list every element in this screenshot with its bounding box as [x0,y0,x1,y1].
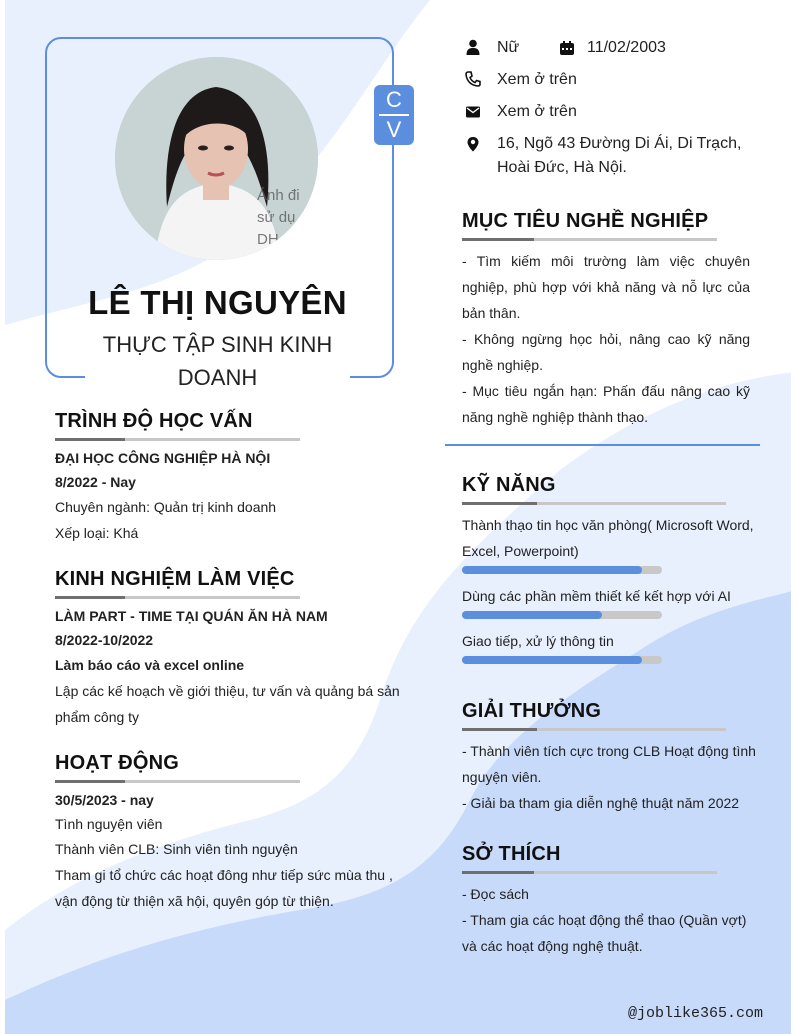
objective-item: - Tìm kiếm môi trường làm việc chuyên nghiệp, phù hợp với khả năng và nỗ lực của bản thân. [462,253,750,321]
cv-badge [374,85,414,145]
awards-rule [462,728,726,731]
education-title: TRÌNH ĐỘ HỌC VẤN [55,410,253,432]
activities-rule [55,780,300,783]
education-school: ĐẠI HỌC CÔNG NGHIỆP HÀ NỘI [55,450,271,466]
activities-title: HOẠT ĐỘNG [55,752,180,774]
skills-title: KỸ NĂNG [462,474,556,496]
location-pin-icon [465,136,481,152]
skill-bar [462,656,662,664]
experience-section [55,604,400,730]
education-period: 8/2022 - Nay [55,474,136,490]
skills-rule [462,502,726,505]
dob-value: 11/02/2003 [587,39,666,56]
experience-rule [55,596,300,599]
hobbies-section [462,881,757,959]
hobbies-rule [462,871,717,874]
education-major: Chuyên ngành: Quản trị kinh doanh [55,499,277,515]
photo-watermark: Ảnh đi sử dụ DH [257,187,300,248]
award-item: - Giải ba tham gia diễn nghệ thuật năm 2022 [462,795,740,811]
phone-icon [465,71,481,87]
user-icon [465,39,481,55]
award-item: - Thành viên tích cực trong CLB Hoạt động tình nguyện viên. [462,743,756,785]
profile-role: THỰC TẬP SINH KINH DOANH [102,332,333,390]
section-divider [445,444,760,446]
skill-bar [462,566,662,574]
hobby-item: - Tham gia các hoạt động thể thao (Quần vợt) và các hoạt động nghệ thuật. [462,912,747,954]
experience-period: 8/2022-10/2022 [55,632,154,648]
activities-desc: Tham gi tổ chức các hoạt đông như tiếp sức mùa thu , vận động từ thiện xã hội, quyên góp từ thiện. [55,867,393,909]
education-rule [55,438,300,441]
activities-period: 30/5/2023 - nay [55,792,154,808]
activities-role: Tình nguyện viên [55,816,163,832]
activities-section [55,788,400,914]
cv-badge-top: C [386,87,402,113]
experience-title: KINH NGHIỆM LÀM VIỆC [55,568,295,590]
address-value: 16, Ngõ 43 Đường Di Ái, Di Trạch, Hoài Đức, Hà Nội. [497,135,742,176]
calendar-icon [559,40,575,56]
activities-club: Thành viên CLB: Sinh viên tình nguyện [55,841,298,857]
objective-item: - Mục tiêu ngắn hạn: Phấn đấu nâng cao kỹ năng nghề nghiệp thành thạo. [462,383,750,425]
cv-badge-bottom: V [386,116,402,142]
education-grade: Xếp loại: Khá [55,525,139,541]
education-section [55,446,400,546]
skill-label: Thành thạo tin học văn phòng( Microsoft Word, Excel, Powerpoint) [462,517,754,559]
objective-item: - Không ngừng học hỏi, nâng cao kỹ năng nghề nghiệp. [462,331,750,373]
hobby-item: - Đọc sách [462,886,529,902]
objective-rule [462,238,717,241]
experience-position: Làm báo cáo và excel online [55,657,245,673]
awards-title: GIẢI THƯỞNG [462,700,602,722]
skill-label: Giao tiếp, xử lý thông tin [462,633,614,649]
footer-watermark: @joblike365.com [627,1005,763,1022]
contact-info [465,36,765,180]
cv-badge-divider [379,114,409,116]
awards-section [462,738,762,816]
experience-company: LÀM PART - TIME TẠI QUÁN ĂN HÀ NAM [55,608,328,624]
skill-bar [462,611,662,619]
hobbies-title: SỞ THÍCH [462,843,561,865]
objective-section [462,248,750,430]
profile-photo [115,57,318,260]
gender-value: Nữ [497,39,520,56]
skill-label: Dùng các phần mềm thiết kế kết hợp với AI [462,588,731,604]
mail-icon [465,104,481,120]
profile-name: LÊ THỊ NGUYÊN [88,284,347,321]
email-value: Xem ở trên [497,103,577,120]
objective-title: MỤC TIÊU NGHỀ NGHIỆP [462,210,709,232]
phone-value: Xem ở trên [497,71,577,88]
experience-desc: Lập các kế hoạch về giới thiệu, tư vấn và quảng bá sản phẩm công ty [55,683,400,725]
